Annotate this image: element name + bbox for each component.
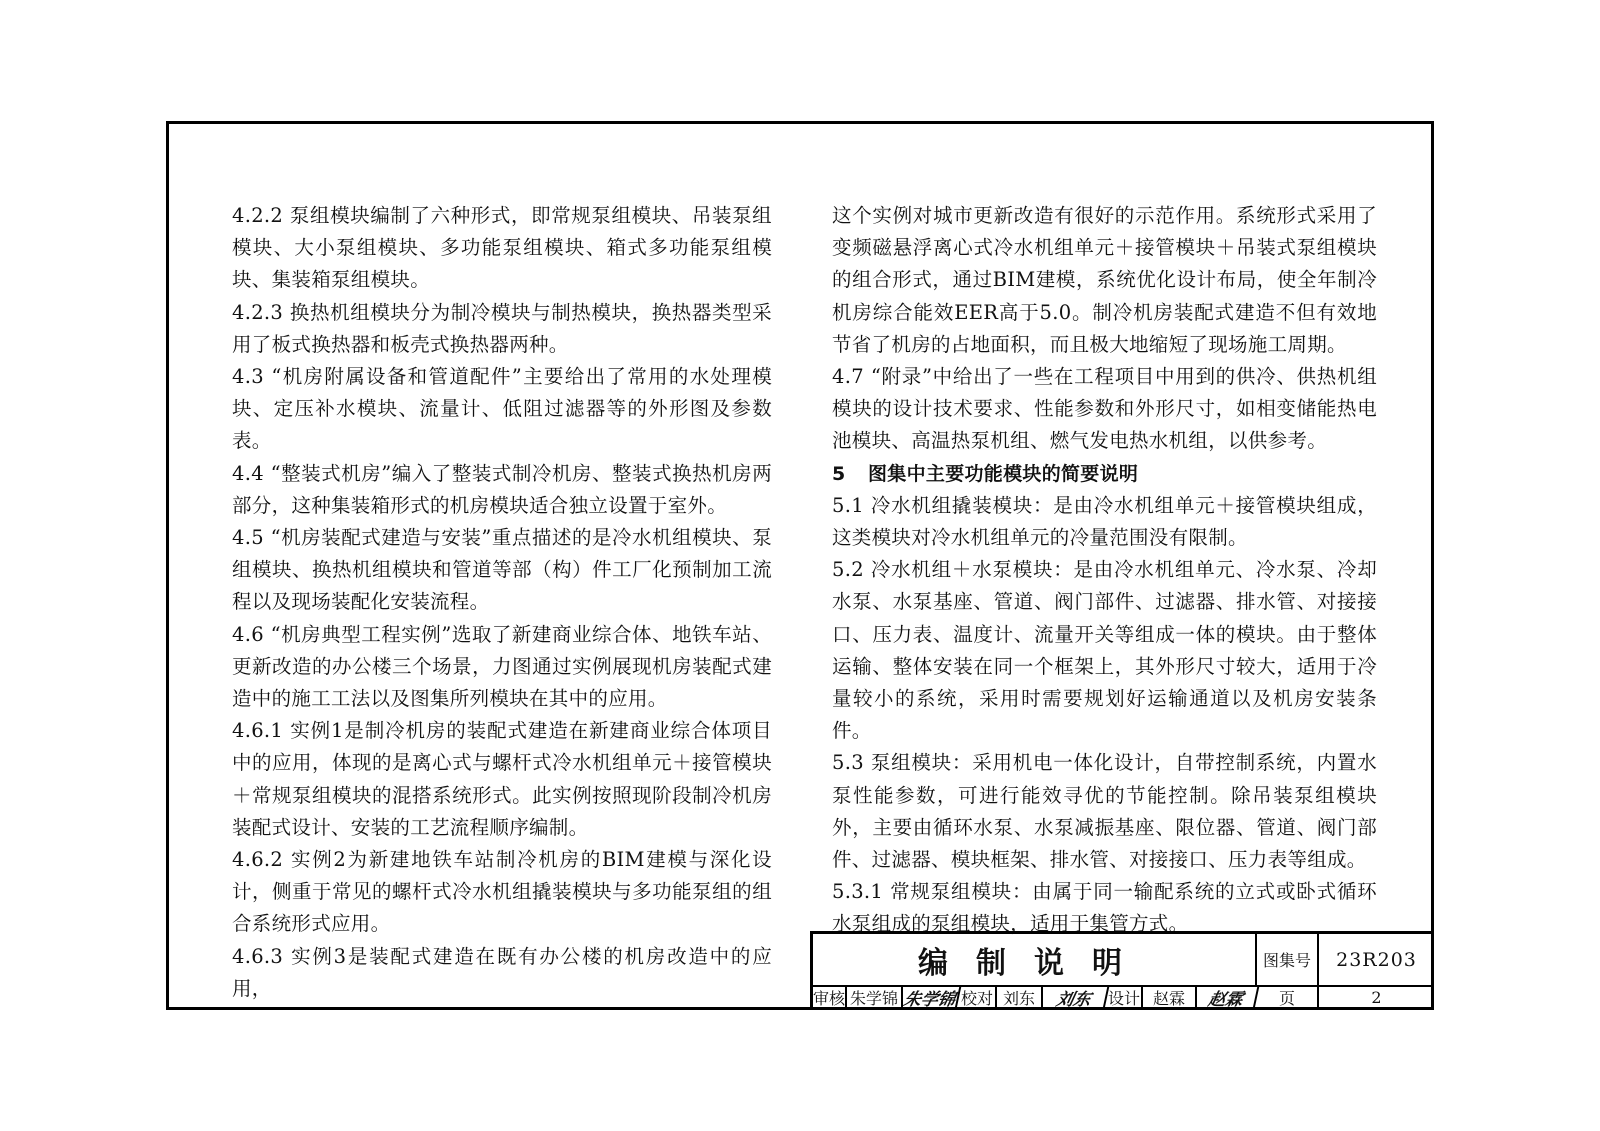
paragraph-5-2: 5.2 冷水机组＋水泵模块：是由冷水机组单元、冷水泵、冷却水泵、水泵基座、管道、阀门部件、过滤器、排水管、对接接口、压力表、温度计、流量开关等组成一体的模块。由于整体运输、整体安装在同一个框架上，其外形尺寸较大，适用于冷量较小的系统，采用时需要规划好运输通道以及机房安装条件。 [832, 558, 1377, 743]
paragraph-4-6-3-cont: 这个实例对城市更新改造有很好的示范作用。系统形式采用了变频磁悬浮离心式冷水机组单元＋接管模块＋吊装式泵组模块的组合形式，通过BIM建模，系统优化设计布局，使全年制冷机房综合能效EER高于5.0。制冷机房装配式建造不但有效地节省了机房的占地面积，而且极大地缩短了现场施工周期。 [832, 204, 1377, 356]
paragraph-4-7: 4.7 “附录”中给出了一些在工程项目中用到的供冷、供热机组模块的设计技术要求、性能参数和外形尺寸，如相变储能热电池模块、高温热泵机组、燃气发电热水机组，以供参考。 [832, 365, 1377, 453]
right-text-column [832, 200, 1377, 941]
paragraph-4-4: 4.4 “整装式机房”编入了整装式制冷机房、整装式换热机房两部分，这种集装箱形式的机房模块适合独立设置于室外。 [232, 461, 772, 517]
paragraph-4-2-3: 4.2.3 换热机组模块分为制冷模块与制热模块，换热器类型采用了板式换热器和板壳式换热器两种。 [232, 300, 772, 356]
check-label: 校对 [959, 985, 997, 1010]
page-label: 页 [1257, 985, 1319, 1010]
title-block [810, 931, 1434, 1010]
paragraph-5-1: 5.1 冷水机组撬装模块：是由冷水机组单元＋接管模块组成，这类模块对冷水机组单元的冷量范围没有限制。 [832, 493, 1377, 550]
reviewer-name: 朱学锦 [847, 985, 903, 1010]
paragraph-4-6-1: 4.6.1 实例1是制冷机房的装配式建造在新建商业综合体项目中的应用，体现的是离心式与螺杆式冷水机组单元＋接管模块＋常规泵组模块的混搭系统形式。此实例按照现阶段制冷机房装配式设计、安装的工艺流程顺序编制。 [232, 719, 772, 839]
page-number: 2 [1371, 988, 1382, 1007]
section-title: 图集中主要功能模块的简要说明 [868, 462, 1139, 485]
paragraph-4-6-2: 4.6.2 实例2为新建地铁车站制冷机房的BIM建模与深化设计，侧重于常见的螺杆式冷水机组撬装模块与多功能泵组的组合系统形式应用。 [232, 848, 772, 936]
drawing-title: 编制说明 [813, 934, 1257, 985]
design-label: 设计 [1107, 985, 1143, 1010]
paragraph-4-6: 4.6 “机房典型工程实例”选取了新建商业综合体、地铁车站、更新改造的办公楼三个场景，力图通过实例展现机房装配式建造中的施工工法以及图集所列模块在其中的应用。 [232, 622, 772, 711]
paragraph-5-3-1: 5.3.1 常规泵组模块：由属于同一输配系统的立式或卧式循环水泵组成的泵组模块，适用于集管方式。 [832, 880, 1377, 936]
title-block-row-top [813, 934, 1434, 987]
paragraph-5-3: 5.3 泵组模块：采用机电一体化设计，自带控制系统，内置水泵性能参数，可进行能效寻优的节能控制。除吊装泵组模块外，主要由循环水泵、水泵减振基座、限位器、管道、阀门部件、过滤器、模块框架、排水管、对接接口、压力表等组成。 [832, 751, 1377, 872]
atlas-number-label: 图集号 [1257, 934, 1319, 985]
section-number: 5 [832, 462, 846, 485]
paragraph-4-3: 4.3 “机房附属设备和管道配件”主要给出了常用的水处理模块、定压补水模块、流量计、低阻过滤器等的外形图及参数表。 [232, 365, 772, 453]
reviewer-signature: 朱学锦 [900, 985, 961, 1010]
section-heading [832, 458, 1377, 490]
paragraph-4-6-3: 4.6.3 实例3是装配式建造在既有办公楼的机房改造中的应用， [232, 944, 772, 1000]
checker-name: 刘东 [997, 985, 1043, 1010]
left-text-column [232, 200, 772, 1005]
designer-signature: 赵霖 [1194, 985, 1259, 1010]
designer-name: 赵霖 [1143, 985, 1197, 1010]
paragraph-4-5: 4.5 “机房装配式建造与安装”重点描述的是冷水机组模块、泵组模块、换热机组模块和管道等部（构）件工厂化预制加工流程以及现场装配化安装流程。 [232, 526, 772, 614]
checker-signature: 刘东 [1040, 985, 1109, 1010]
paragraph-4-2-2: 4.2.2 泵组模块编制了六种形式，即常规泵组模块、吊装泵组模块、大小泵组模块、多功能泵组模块、箱式多功能泵组模块、集装箱泵组模块。 [232, 204, 772, 292]
title-block-row-bottom [813, 985, 1434, 1010]
review-label: 审核 [813, 985, 847, 1010]
atlas-number: 23R203 [1336, 948, 1417, 971]
